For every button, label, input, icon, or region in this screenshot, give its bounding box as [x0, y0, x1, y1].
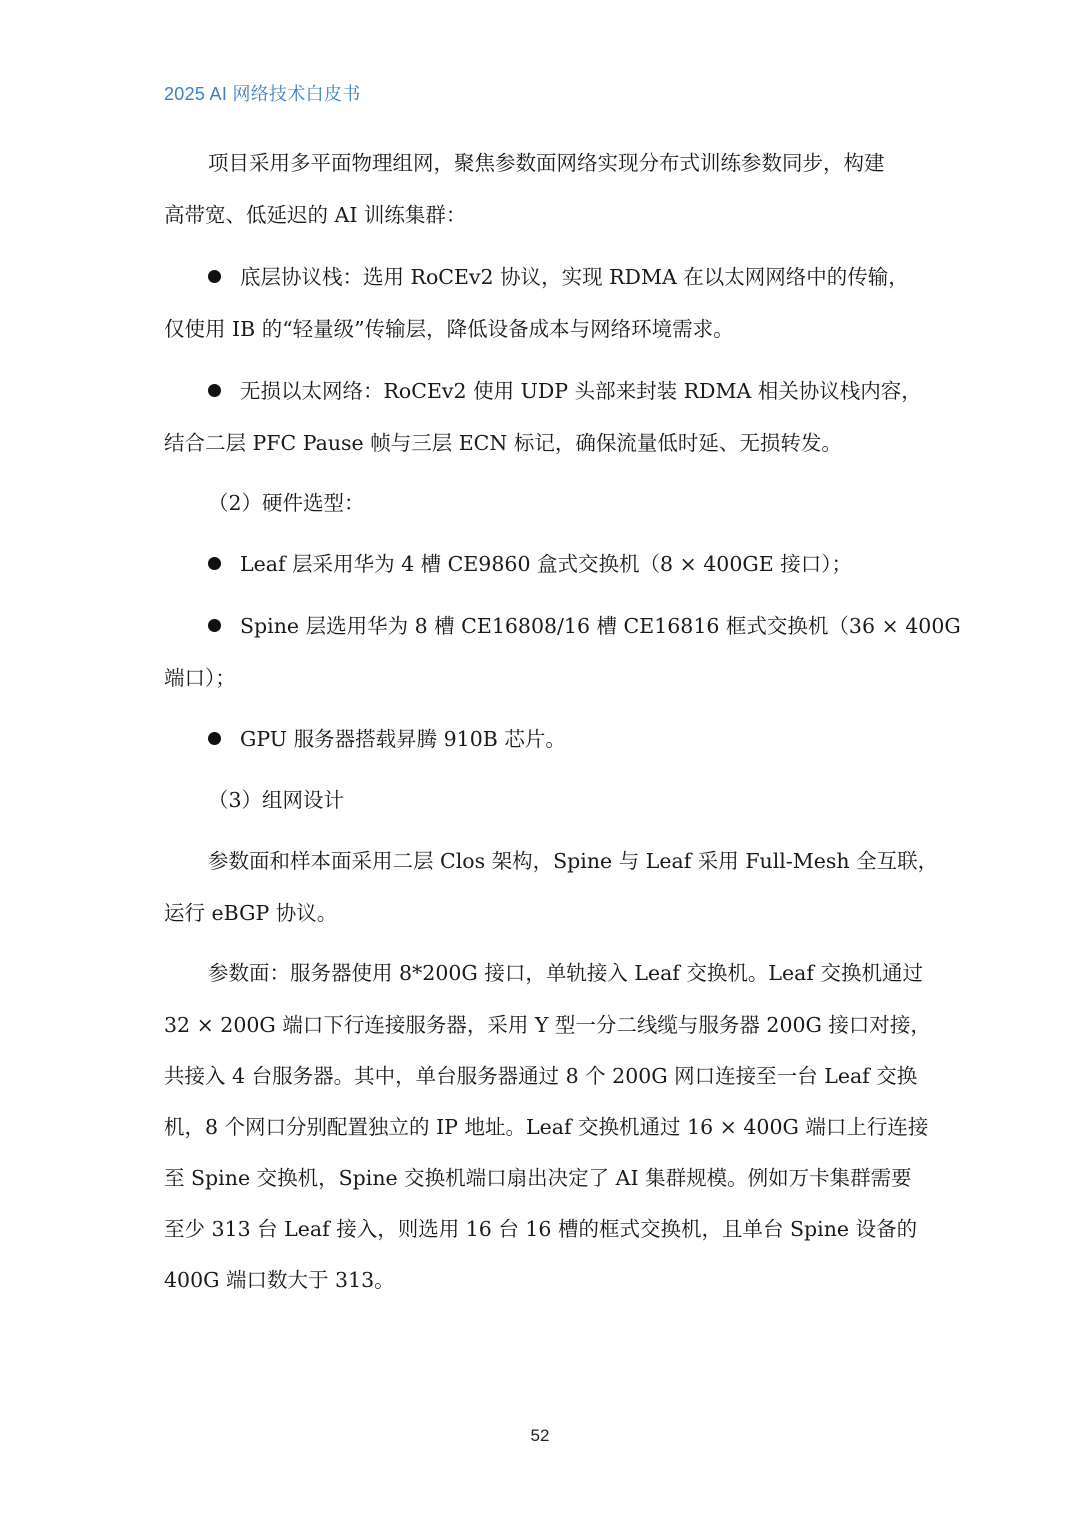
- bullet-lossless-line-1: 无损以太网络：RoCEv2 使用 UDP 头部来封装 RDMA 相关协议栈内容，: [240, 379, 922, 403]
- bullet-protocol-line-2: 仅使用 IB 的“轻量级”传输层，降低设备成本与网络环境需求。: [164, 317, 734, 341]
- clos-line-1: 参数面和样本面采用二层 Clos 架构，Spine 与 Leaf 采用 Full-Mesh 全互联，: [208, 849, 939, 873]
- param-line-3: 共接入 4 台服务器。其中，单台服务器通过 8 个 200G 网口连接至一台 Leaf 交换: [164, 1064, 918, 1088]
- bullet-lossless-line-2: 结合二层 PFC Pause 帧与三层 ECN 标记，确保流量低时延、无损转发。: [164, 431, 842, 455]
- param-line-2: 32 × 200G 端口下行连接服务器，采用 Y 型一分二线缆与服务器 200G 接口对接，: [164, 1013, 931, 1037]
- section-heading-hardware: （2）硬件选型：: [208, 491, 365, 515]
- bullet-dot: [208, 619, 221, 632]
- bullet-protocol-line-1: 底层协议栈：选用 RoCEv2 协议，实现 RDMA 在以太网网络中的传输，: [240, 265, 909, 289]
- bullet-spine-line-1: Spine 层选用华为 8 槽 CE16808/16 槽 CE16816 框式交换机（36 × 400G: [240, 614, 961, 638]
- bullet-spine: [164, 600, 961, 652]
- bullet-dot: [208, 384, 221, 397]
- bullet-dot: [208, 732, 221, 745]
- bullet-dot: [208, 270, 221, 283]
- bullet-gpu-text: GPU 服务器搭载昇腾 910B 芯片。: [240, 727, 566, 751]
- param-line-5: 至 Spine 交换机，Spine 交换机端口扇出决定了 AI 集群规模。例如万卡集群需要: [164, 1166, 912, 1190]
- bullet-leaf: [164, 538, 924, 590]
- bullet-leaf-text: Leaf 层采用华为 4 槽 CE9860 盒式交换机（8 × 400GE 接口）；: [240, 552, 852, 576]
- intro-line-1: 项目采用多平面物理组网，聚焦参数面网络实现分布式训练参数同步，构建: [208, 151, 885, 175]
- intro-line-2: 高带宽、低延迟的 AI 训练集群：: [164, 203, 467, 227]
- bullet-lossless: [164, 365, 924, 417]
- bullet-dot: [208, 557, 221, 570]
- param-line-6: 至少 313 台 Leaf 接入，则选用 16 台 16 槽的框式交换机，且单台 Spine 设备的: [164, 1217, 918, 1241]
- clos-line-2: 运行 eBGP 协议。: [164, 901, 338, 925]
- document-header: 2025 AI 网络技术白皮书: [164, 84, 361, 104]
- param-line-7: 400G 端口数大于 313。: [164, 1268, 395, 1292]
- param-line-1: 参数面：服务器使用 8*200G 接口，单轨接入 Leaf 交换机。Leaf 交换机通过: [208, 961, 923, 985]
- bullet-spine-line-2: 端口）；: [164, 666, 236, 690]
- section-heading-network: （3）组网设计: [208, 788, 345, 812]
- bullet-gpu: [164, 713, 924, 765]
- bullet-protocol: [164, 251, 924, 303]
- param-line-4: 机，8 个网口分别配置独立的 IP 地址。Leaf 交换机通过 16 × 400G 端口上行连接: [164, 1115, 929, 1139]
- page-number: 52: [530, 1426, 550, 1445]
